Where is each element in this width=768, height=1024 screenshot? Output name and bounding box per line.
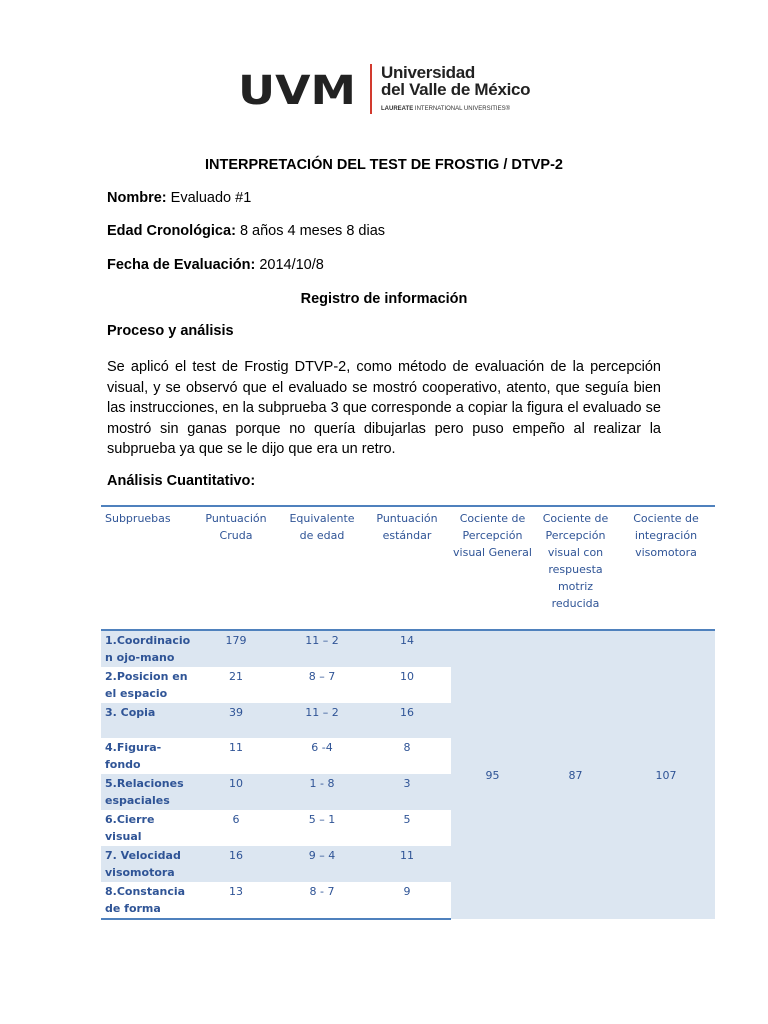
logo-separator bbox=[370, 64, 372, 114]
header-std: Puntuación estándar bbox=[363, 506, 451, 630]
quant-heading: Análisis Cuantitativo: bbox=[107, 473, 256, 489]
row-age: 11 – 2 bbox=[281, 630, 363, 667]
row-age: 5 – 1 bbox=[308, 813, 336, 826]
quotient-visomotor: 107 bbox=[617, 630, 715, 919]
header-general: Cociente de Percepción visual General bbox=[451, 506, 534, 630]
logo-laureate: LAUREATE INTERNATIONAL UNIVERSITIES® bbox=[381, 106, 511, 112]
document-title: INTERPRETACIÓN DEL TEST DE FROSTIG / DTVP-2 bbox=[205, 157, 563, 173]
row-std: 8 bbox=[403, 741, 411, 754]
quotient-general: 95 bbox=[451, 630, 534, 919]
row-std: 10 bbox=[400, 670, 414, 683]
header-subpruebas: Subpruebas bbox=[101, 506, 191, 630]
table-row bbox=[101, 630, 715, 667]
row-age: 1 - 8 bbox=[281, 774, 363, 810]
row-std: 16 bbox=[363, 703, 451, 738]
row-std: 9 bbox=[363, 882, 451, 919]
row-name: 6.Cierre visual bbox=[105, 813, 155, 843]
row-age: 11 – 2 bbox=[281, 703, 363, 738]
process-paragraph: Se aplicó el test de Frostig DTVP-2, como método de evaluación de la percepción visual, y se observó que el evaluado se mostró cooperativo, atento, que seguía bien las instrucciones, en la subprueba 3 que corresponde a copiar la figura el evaluado se mostró sin ganas porque no quería dibujarlas pero puso empeño al realizar la subprueba ya que se le dijo que era un retro. bbox=[107, 359, 661, 457]
row-age: 8 – 7 bbox=[308, 670, 336, 683]
results-table bbox=[101, 505, 715, 920]
header-visomotor: Cociente de integración visomotora bbox=[617, 506, 715, 630]
section-title: Registro de información bbox=[300, 291, 468, 307]
field-edad: Edad Cronológica: 8 años 4 meses 8 dias bbox=[107, 223, 386, 239]
row-age: 8 - 7 bbox=[281, 882, 363, 919]
header-age: Equivalente de edad bbox=[281, 506, 363, 630]
row-raw: 21 bbox=[229, 670, 243, 683]
row-std: 11 bbox=[363, 846, 451, 882]
row-name: 2.Posicion en el espacio bbox=[105, 670, 188, 700]
row-name: 5.Relaciones espaciales bbox=[101, 774, 191, 810]
row-name: 8.Constancia de forma bbox=[101, 882, 191, 919]
row-raw: 11 bbox=[229, 741, 243, 754]
row-raw: 179 bbox=[191, 630, 281, 667]
row-name: 4.Figura-fondo bbox=[105, 741, 162, 771]
header-raw: Puntuación Cruda bbox=[191, 506, 281, 630]
row-std: 14 bbox=[363, 630, 451, 667]
row-age: 6 -4 bbox=[311, 741, 333, 754]
uvm-logo bbox=[238, 62, 538, 124]
quotient-reduced: 87 bbox=[534, 630, 617, 919]
table-header-row bbox=[101, 506, 715, 630]
row-raw: 10 bbox=[191, 774, 281, 810]
row-raw: 13 bbox=[191, 882, 281, 919]
row-raw: 16 bbox=[191, 846, 281, 882]
process-heading: Proceso y análisis bbox=[107, 323, 234, 339]
row-name: 1.Coordinacio n ojo-mano bbox=[101, 630, 191, 667]
row-std: 5 bbox=[403, 813, 411, 826]
header-reduced: Cociente de Percepción visual con respuesta motriz reducida bbox=[534, 506, 617, 630]
field-nombre: Nombre: Evaluado #1 bbox=[107, 190, 252, 206]
row-name: 7. Velocidad visomotora bbox=[101, 846, 191, 882]
row-std: 3 bbox=[363, 774, 451, 810]
row-name: 3. Copia bbox=[101, 703, 191, 738]
row-age: 9 – 4 bbox=[281, 846, 363, 882]
field-fecha: Fecha de Evaluación: 2014/10/8 bbox=[107, 257, 324, 273]
uvm-logo-mark bbox=[238, 68, 358, 108]
logo-university-name: Universidad del Valle de México bbox=[381, 63, 531, 99]
row-raw: 39 bbox=[191, 703, 281, 738]
svg-text:UVM: UVM bbox=[238, 68, 356, 108]
row-raw: 6 bbox=[232, 813, 240, 826]
